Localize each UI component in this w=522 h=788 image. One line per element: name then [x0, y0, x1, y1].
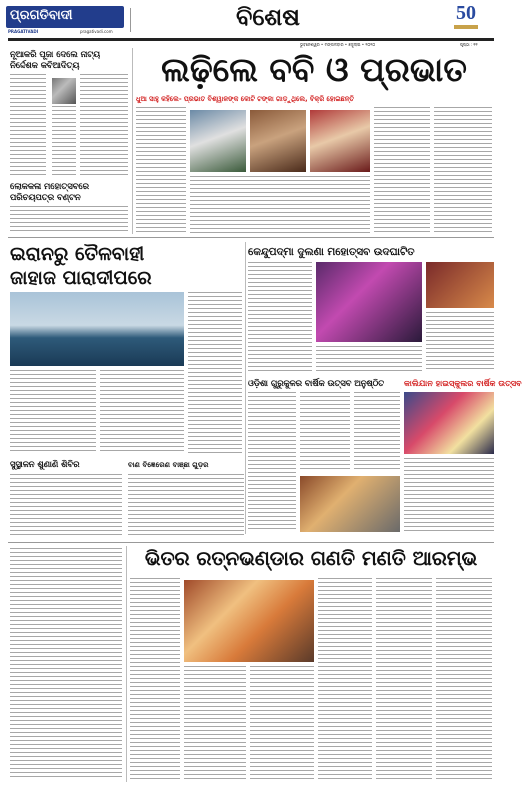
- column-divider-3: [126, 546, 127, 782]
- date-line: ଭୁବନେଶ୍ୱର • ମଙ୍ଗଳବାର • ୭ଜୁଲାଇ • ୨୦୨୦: [300, 42, 376, 47]
- story-1-body-col2: [52, 106, 76, 178]
- story-6-headline: କାଲିଯାନ ହାଇସ୍କୁଲର ବାର୍ଷିକ ଉତ୍ସବ: [404, 378, 522, 388]
- story-9-body-col5: [376, 578, 432, 780]
- story-4-body-col2: [316, 346, 422, 372]
- story-2-headline: ଲୋକକଳା ମହୋତ୍ସବରେ ପରିଚୟପତ୍ର ବଣ୍ଟନ: [10, 181, 89, 202]
- story-6-body: [404, 458, 494, 532]
- column-divider-2: [245, 242, 246, 534]
- story-4-photo-2: [426, 262, 494, 308]
- main-body-col1: [136, 107, 186, 235]
- main-subhead: ଧୁଆ ସାହୁ କହିଲେ- ପ୍ରଭାତ ବିଶ୍ୱାଳଙ୍କ କୋଟି ଟଙ୍କା ଗାଡ଼ୁଥିଲେ, ବିକ୍ରି ହୋଇଛନ୍ତି: [136, 95, 355, 103]
- story-9-body-col4: [318, 578, 372, 780]
- story-7-headline: ସୁସ୍ଥାଳନ ଶୁଣାଣି ଶିବିର: [10, 459, 80, 469]
- story-8-body: [128, 474, 244, 538]
- story-1-headline: ନୂଆକରି ପୂଜା ଦେଲେ ନାଟ୍ୟ ନିର୍ଦ୍ଦେଶକ କବିଆଦିତ୍ୟ: [10, 49, 101, 70]
- story-5-body-col1: [248, 392, 296, 532]
- story-2-body: [10, 206, 128, 234]
- main-headline: ଲଢ଼ିଲେ ବବି ଓ ପ୍ରଭାତ: [161, 50, 467, 89]
- story-3-body-col2: [100, 370, 184, 454]
- story-4-body-col1: [248, 262, 312, 372]
- column-divider: [132, 48, 133, 234]
- main-body-col3: [374, 107, 430, 235]
- story-8-headline: ବାଣ ବିଜ୍ଞେରେଣ ବାଞ୍ଛା ଗୁଡ଼ର: [128, 460, 209, 469]
- main-body-col2: [190, 176, 370, 235]
- main-body-col4: [434, 107, 492, 235]
- logo-sub: PRAGATIVADI: [8, 29, 39, 34]
- logo-text: ପ୍ରଗତିବାଦୀ: [10, 8, 73, 23]
- story-9-photo: [184, 580, 314, 662]
- anniversary-logo: [448, 2, 484, 32]
- divider: [130, 8, 131, 32]
- story-9-body-col6: [436, 578, 492, 780]
- masthead: [0, 0, 500, 36]
- story-3-headline: ଇରାନରୁ ତୈଳବାହୀ ଜାହାଜ ପାରାଦୀପରେ: [10, 243, 152, 289]
- story-9-body-col1: [130, 578, 180, 780]
- site-url: pragativadi.com: [80, 29, 113, 34]
- section-rule-2: [8, 542, 494, 543]
- story-9-body-col3: [250, 666, 314, 780]
- story-5-body-col2: [300, 392, 350, 472]
- story-1-body-col3: [80, 74, 128, 178]
- story-3-body-col1: [10, 370, 96, 454]
- main-photo-1: [190, 110, 246, 172]
- story-9-body-col2: [184, 666, 246, 780]
- masthead-rule: [8, 38, 494, 41]
- story-1-photo: [52, 78, 76, 104]
- anniversary-number: 50: [456, 2, 476, 24]
- main-photo-3: [310, 110, 370, 172]
- story-4-headline: କେନ୍ଦୁପଦ୍ମା ଦୁଲଣା ମହୋତ୍ସବ ଉଦଘାଟିତ: [248, 246, 415, 258]
- story-3-photo: [10, 292, 184, 366]
- logo: [6, 6, 124, 28]
- story-7-body: [10, 474, 122, 538]
- story-9-left-column: [10, 548, 122, 780]
- main-photo-2: [250, 110, 306, 172]
- story-1-body-col1: [10, 74, 46, 178]
- story-5-headline: ଓଡ଼ିଶା ଗୁରୁକୁଳର ବାର୍ଷିକ ଉତ୍ସବ ଅନୁଷ୍ଠିତ: [248, 378, 385, 388]
- section-title: ବିଶେଷ: [236, 3, 300, 31]
- page-number: ପୃଷ୍ଠା : ୧୧: [460, 42, 478, 47]
- story-5-body-col3: [354, 392, 400, 472]
- story-4-body-col3: [426, 312, 494, 372]
- story-3-body-col3: [188, 292, 242, 454]
- story-4-photo-1: [316, 262, 422, 342]
- story-9-headline: ଭିତର ରତ୍ନଭଣ୍ଡାର ଗଣତି ମଣତି ଆରମ୍ଭ: [144, 547, 478, 570]
- story-6-photo: [404, 392, 494, 454]
- anniversary-ribbon: [454, 25, 478, 29]
- story-5-photo: [300, 476, 400, 532]
- section-rule-1: [8, 237, 494, 238]
